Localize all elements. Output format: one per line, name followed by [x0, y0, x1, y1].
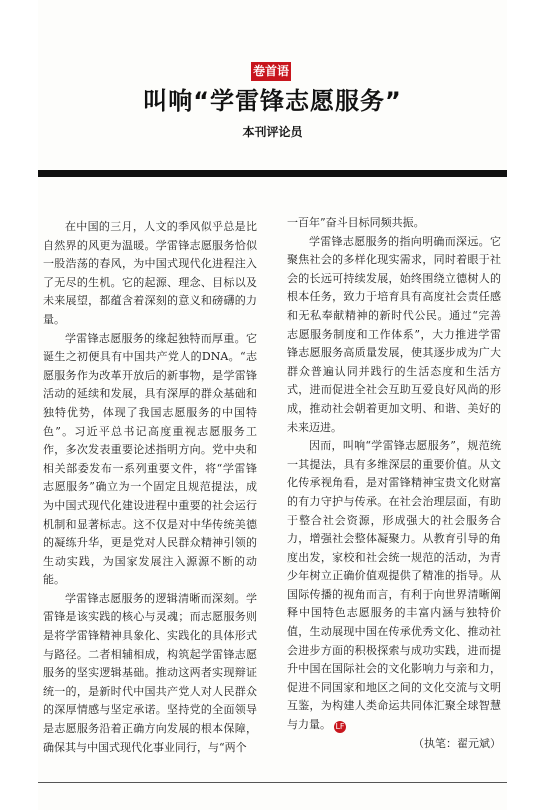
paragraph: 学雷锋志愿服务的指向明确而深远。它聚焦社会的多样化现实需求，同时着眼于社会的长远可持续发展，始终围绕立德树人的根本任务，致力于培育具有高度社会责任感和无私奉献精神的新时代公民。通过“完善志愿服务制度和工作体系”，大力推进学雷锋志愿服务高质量发展，使其逐步成为广大群众普遍认同并践行的生活态度和生活方式，进而促进全社会互助互爱良好风尚的形成，推动社会朝着更加文明、和谐、美好的未来迈进。	[287, 234, 501, 434]
header-divider	[38, 170, 507, 177]
author-credit: （执笔：翟元斌）	[413, 737, 501, 750]
paragraph: 学雷锋志愿服务的逻辑清晰而深刻。学雷锋是该实践的核心与灵魂；而志愿服务则是将学雷锋精神具象化、实践化的具体形式与路径。二者相辅相成，构筑起学雷锋志愿服务的坚实逻辑基础。推动这两者实现辩证统一的，是新时代中国共产党人对人民群众的深厚情感与坚定承诺。坚持党的全面领导是志愿服务沿着正确方向发展的根本保障，确保其与中国式现代化事业同行，与“两个	[43, 591, 257, 754]
paragraph-text: 因而，叫响“学雷锋志愿服务”，规范统一其提法，具有多维深层的重要价值。从文化传承视角看，是对雷锋精神宝贵文化财富的有力守护与传承。在社会治理层面，有助于整合社会资源，形成强大的社会服务合力，增强社会整体凝聚力。从教育引导的角度出发，家校和社会统一规范的活动，为青少年树立正确价值观提供了精准的指导。从国际传播的视角而言，有利于向世界清晰阐释中国特色志愿服务的丰富内涵与独特价值，生动展现中国在传承优秀文化、推动社会进步方面的积极探索与成功实践，进而提升中国在国际社会的文化影响力与亲和力，促进不同国家和地区之间的文化交流与文明互鉴，为构建人类命运共同体汇聚全球智慧与力量。	[287, 439, 501, 732]
footer-divider	[38, 782, 507, 783]
byline: 本刊评论员	[242, 125, 303, 139]
paragraph-continuation: 一百年”奋斗目标同频共振。	[287, 216, 425, 229]
paragraph: 学雷锋志愿服务的缘起独特而厚重。它诞生之初便具有中国共产党人的DNA。“志愿服务作为改革开放后的新事物，是学雷锋活动的延续和发展，具有深厚的群众基础和独特优势，体现了我国志愿服务的中国特色”。习近平总书记高度重视志愿服务工作，多次发表重要论述指明方向。党中央和相关部委发布一系列重要文件，将“学雷锋志愿服务”确立为一个固定且规范提法，成为中国式现代化建设进程中重要的社会运行机制和显著标志。这不仅是对中华传统美德的凝练升华，更是党对人民群众精神引领的生动实践，为国家发展注入源源不断的动能。	[43, 331, 257, 587]
end-mark-icon: LF	[335, 722, 345, 732]
paragraph: 在中国的三月，人文的季风似乎总是比自然界的风更为温暖。学雷锋志愿服务恰似一股浩荡的春风，为中国式现代化进程注入了无尽的生机。它的起源、理念、目标以及未来展望，都蕴含着深刻的意义和磅礴的力量。	[43, 220, 257, 326]
article-column-left	[43, 218, 257, 757]
article-column-right	[287, 214, 501, 735]
column-tag: 卷首语	[251, 62, 291, 81]
paragraph	[287, 437, 501, 735]
article-title: 叫响“学雷锋志愿服务”	[143, 87, 402, 115]
